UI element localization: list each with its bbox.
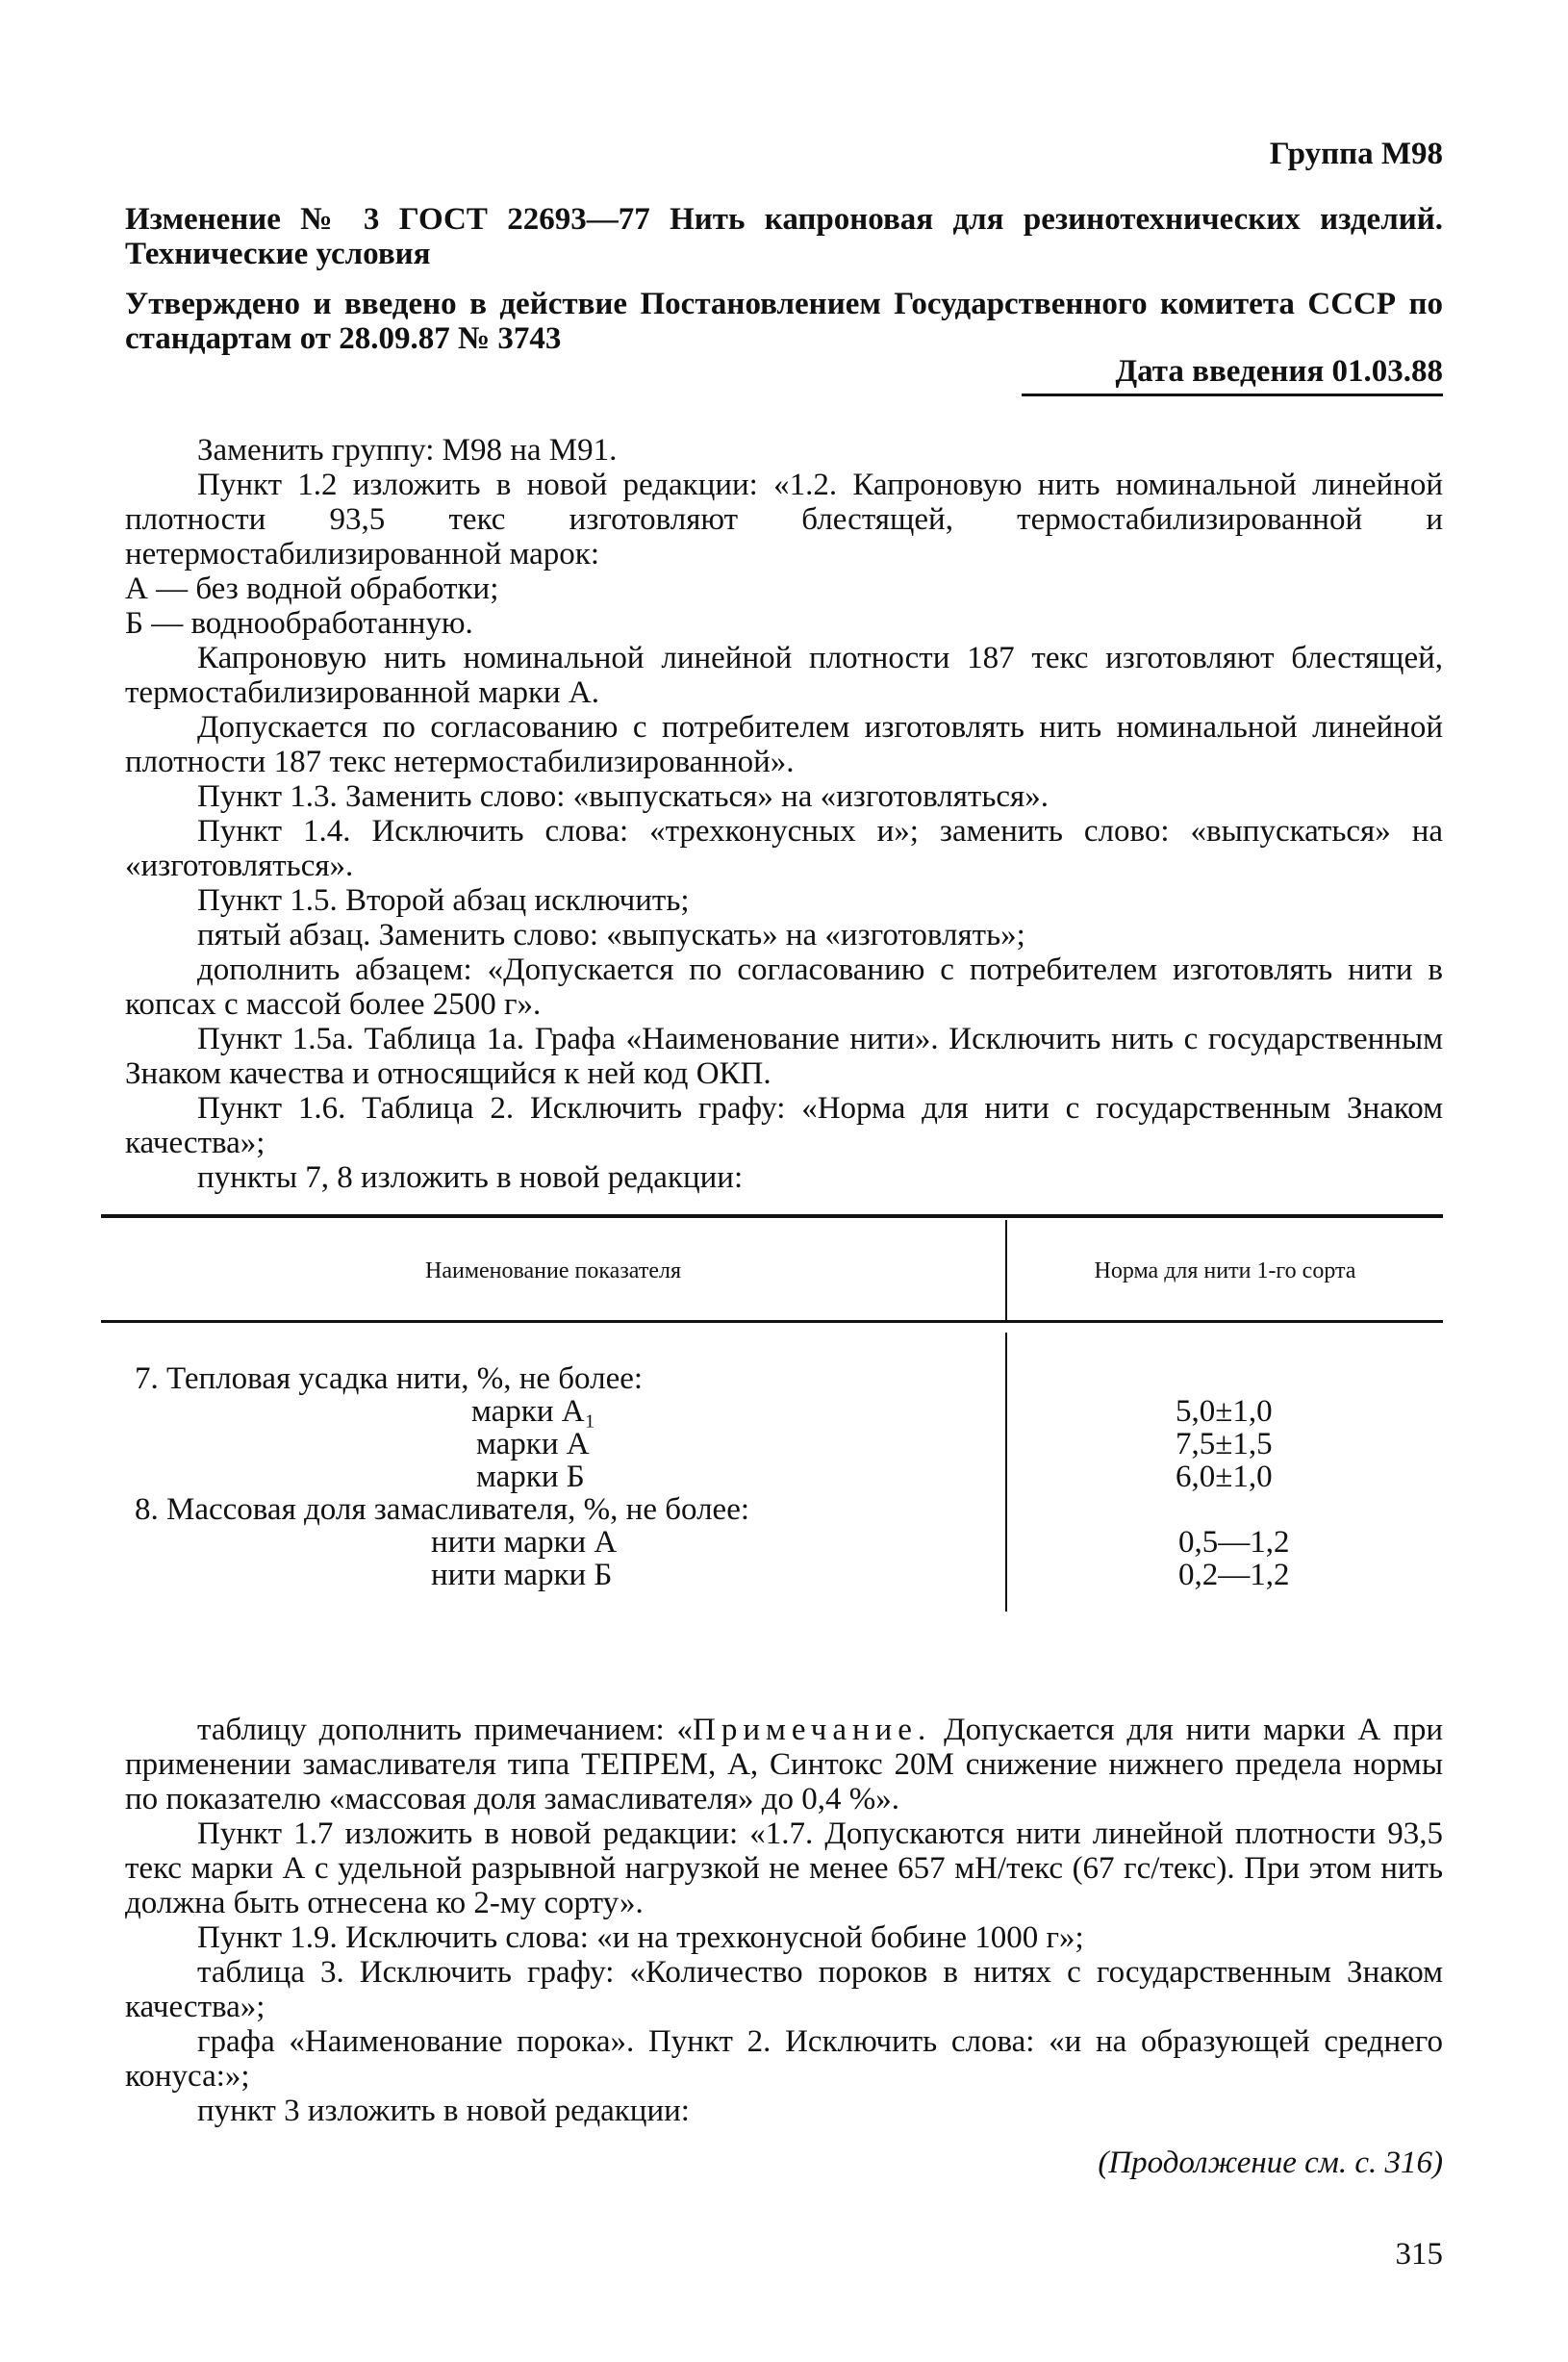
approval-statement: Утверждено и введено в действие Постановлением Государственного комитета СССР по стандартам от 28.09.87 № 3743 [125,287,1443,356]
table-header-norm: Норма для нити 1-го сорта [1094,1258,1356,1283]
note-paragraph [125,1713,1443,1816]
paragraph: пятый абзац. Заменить слово: «выпускать» на «изготовлять»; [197,918,1025,952]
date-underline [1022,394,1443,396]
paragraph: Пункт 1.7 изложить в новой редакции: «1.7. Допускаются нити линейной плотности 93,5 текс марки А с удельной разрывной нагрузкой не менее 657 мН/текс (67 гс/текс). При этом нить должна быть отнесена ко 2-му сорту». [125,1816,1443,1920]
paragraph: Заменить группу: М98 на М91. [197,433,618,468]
continuation-note: (Продолжение см. с. 316) [1098,2146,1443,2180]
paragraph: Пункт 1.4. Исключить слова: «трехконусных и»; заменить слово: «выпускаться» на «изготовляться». [125,814,1443,883]
body-top [125,433,1443,1195]
table-row-value: 0,5—1,2 [1178,1525,1290,1560]
table-row-value: 5,0±1,0 [1176,1394,1273,1429]
document-title: Изменение № 3 ГОСТ 22693—77 Нить капроновая для резинотехнических изделий. Технические условия [125,202,1443,271]
table-row-value: 0,2—1,2 [1178,1558,1290,1592]
paragraph: таблица 3. Исключить графу: «Количество пороков в нитях с государственным Знаком качества»; [125,1955,1443,2024]
table-header-rule [101,1320,1443,1323]
paragraph: Пункт 1.2 изложить в новой редакции: «1.2. Капроновую нить номинальной линейной плотности 93,5 текс изготовляют блестящей, термостабилизированной и нетермостабилизированной марок: [125,468,1443,571]
table-header-indicator: Наименование показателя [425,1258,681,1283]
table-row-value: 6,0±1,0 [1176,1460,1273,1494]
paragraph: пункт 3 изложить в новой редакции: [197,2094,690,2128]
table-row-value: 7,5±1,5 [1176,1427,1273,1461]
group-code: Группа М98 [1269,137,1443,171]
paragraph: А — без водной обработки; [125,571,499,606]
table-row-label: марки А [476,1427,590,1461]
paragraph: Пункт 1.9. Исключить слова: «и на трехконусной бобине 1000 г»; [197,1920,1084,1955]
effective-date: Дата введения 01.03.88 [1115,354,1443,389]
paragraph: Капроновую нить номинальной линейной плотности 187 текс изготовляют блестящей, термостабилизированной марки А. [125,641,1443,710]
paragraph: Пункт 1.6. Таблица 2. Исключить графу: «Норма для нити с государственным Знаком качества»; [125,1091,1443,1160]
paragraph: Пункт 1.5. Второй абзац исключить; [197,883,690,918]
paragraph: Допускается по согласованию с потребителем изготовлять нить номинальной линейной плотности 187 текс нетермостабилизированной». [125,710,1443,779]
table-row-label: 8. Массовая доля замасливателя, %, не более: [135,1492,750,1527]
paragraph: Б — воднообработанную. [125,606,473,641]
paragraph: дополнить абзацем: «Допускается по согласованию с потребителем изготовлять нити в копсах с массой более 2500 г». [125,952,1443,1022]
table-row-label: марки Б [476,1460,585,1494]
paragraph: Пункт 1.3. Заменить слово: «выпускаться» на «изготовляться». [197,779,1049,814]
body-bottom [125,1713,1443,2128]
page-number: 315 [1395,2237,1443,2272]
paragraph: Пункт 1.5а. Таблица 1а. Графа «Наименование нити». Исключить нить с государственным Знаком качества и относящийся к ней код ОКП. [125,1022,1443,1091]
table-row-label: нити марки Б [431,1558,613,1592]
note-lead: таблицу дополнить примечанием: « [197,1713,694,1747]
table-row-label: 7. Тепловая усадка нити, %, не более: [135,1361,644,1396]
table-row-label: нити марки А [431,1525,618,1560]
table-top-rule [101,1214,1443,1218]
note-rest: Допускается для нити марки А при применении замасливателя типа ТЕПРЕМ, А, Синтокс 20М снижение нижнего предела нормы по показателю «массовая доля замасливателя» до 0,4 %». [125,1713,1443,1816]
note-word: Примечание. [693,1713,932,1747]
table-row-label: марки А₁ [471,1394,596,1429]
paragraph: графа «Наименование порока». Пункт 2. Исключить слова: «и на образующей среднего конуса:»; [125,2024,1443,2094]
table-body-divider [1005,1333,1007,1612]
paragraph: пункты 7, 8 изложить в новой редакции: [197,1160,744,1195]
